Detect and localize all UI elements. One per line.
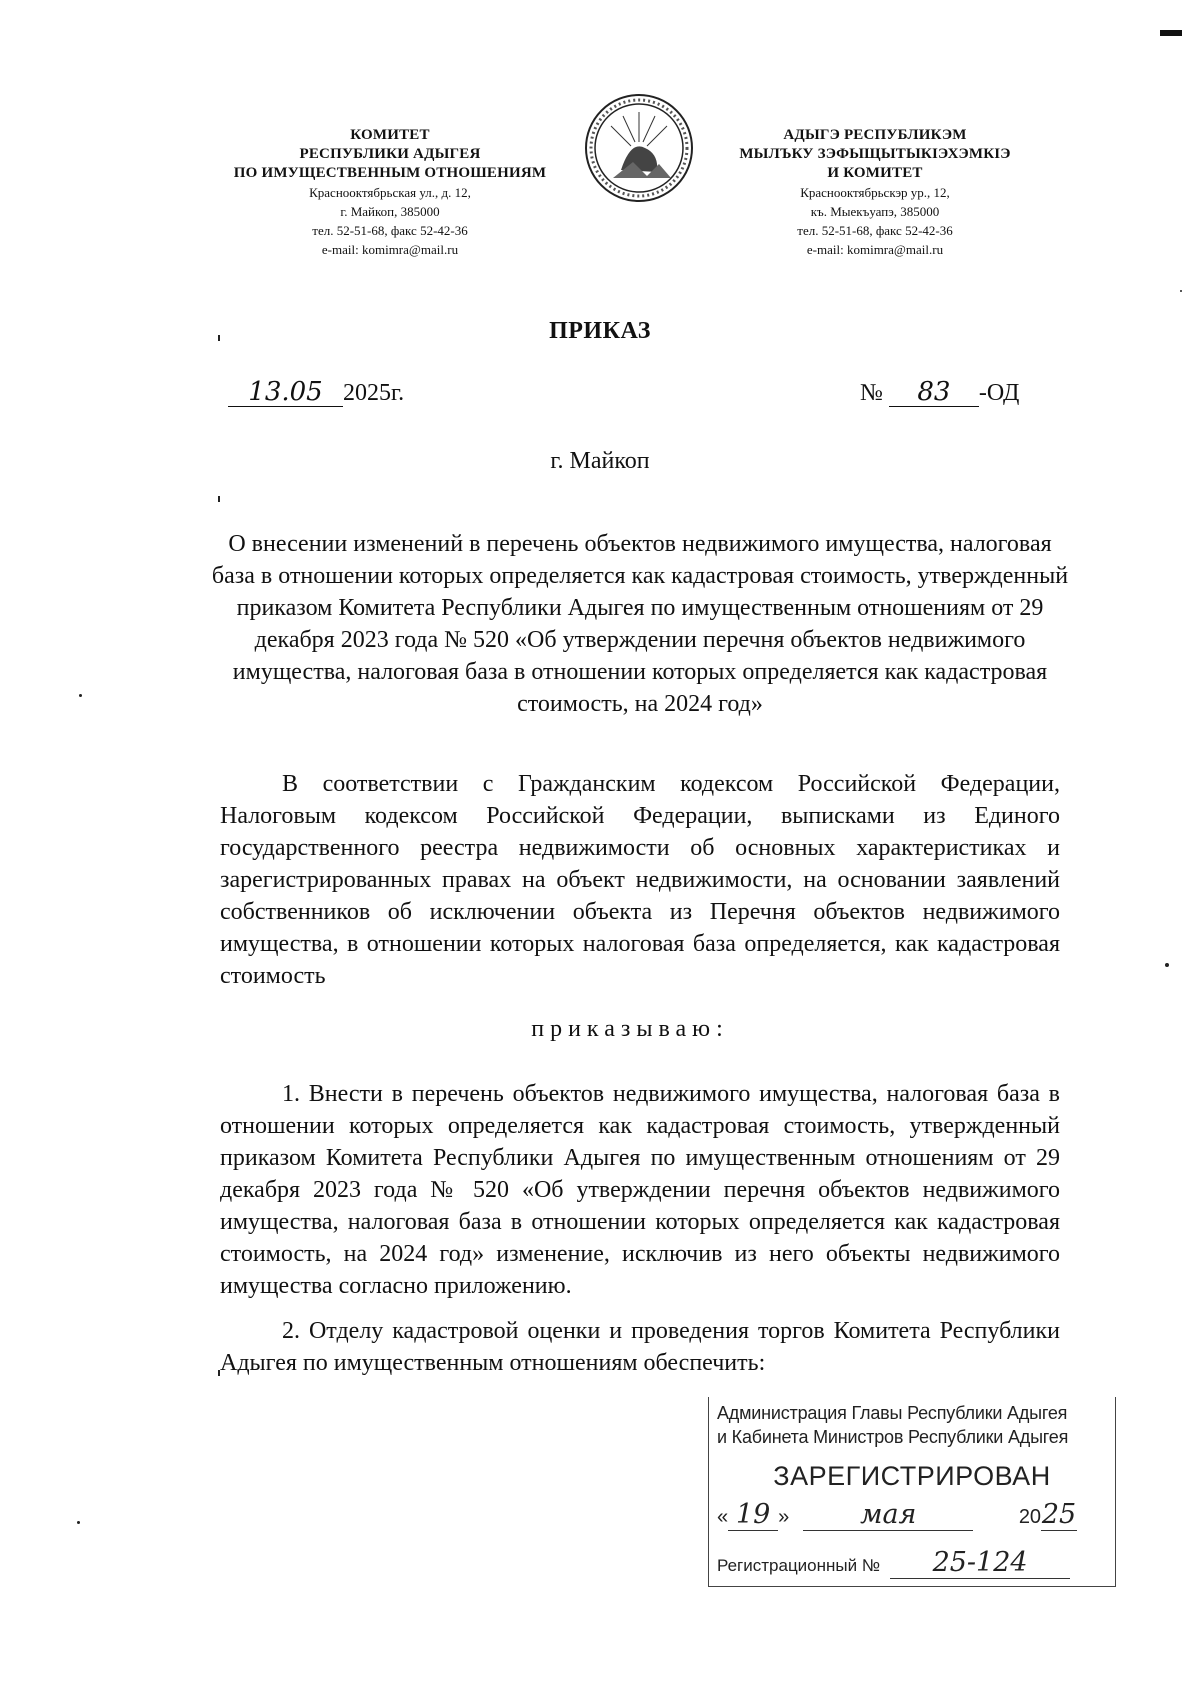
header-right-city: къ. Мыекъуапэ, 385000 xyxy=(810,204,940,219)
registration-stamp xyxy=(708,1397,1116,1587)
header-left-phone: тел. 52-51-68, факс 52-42-36 xyxy=(312,223,468,238)
stamp-status: ЗАРЕГИСТРИРОВАН xyxy=(773,1461,1051,1491)
number-prefix: № xyxy=(860,380,883,406)
date-year: 2025г. xyxy=(343,380,405,406)
coat-of-arms-emblem-icon xyxy=(583,92,695,204)
stamp-open-quote: « xyxy=(717,1506,729,1528)
stamp-month: мая xyxy=(803,1499,973,1531)
order-item-1: 1. Внести в перечень объектов недвижимого имущества, налоговая база в отношении которых определяется как кадастровая стоимость, утвержденный приказом Комитета Республики Адыгея по имущественным отношениям от 29 декабря 2023 года № 520 «Об утверждении перечня объектов недвижимого имущества, налоговая база в отношении которых определяется как кадастровая стоимость, на 2024 год» изменение, исключив из него объекты недвижимого имущества согласно приложению. xyxy=(220,1081,1060,1299)
scan-speck xyxy=(77,1521,80,1524)
header-right-phone: тел. 52-51-68, факс 52-42-36 xyxy=(797,223,953,238)
preamble-paragraph: В соответствии с Гражданским кодексом Российской Федерации, Налоговым кодексом Российской Федерации, выписками из Единого государственного реестра недвижимости об основных характеристиках и зарегистрированных правах на объект недвижимости, на основании заявлений собственников об исключении объекта из Перечня объектов недвижимого имущества, в отношении которых налоговая база определяется, как кадастровая стоимость xyxy=(220,771,1060,989)
stamp-reg-label: Регистрационный № xyxy=(717,1556,881,1575)
scan-speck xyxy=(79,694,82,697)
stamp-line2: и Кабинета Министров Республики Адыгея xyxy=(717,1427,1069,1447)
document-number xyxy=(860,378,1019,407)
number-handwritten: 83 xyxy=(889,378,979,407)
stamp-day: 19 xyxy=(728,1499,778,1531)
stamp-close-quote: » xyxy=(778,1506,790,1528)
header-right-block xyxy=(710,126,1040,259)
stamp-date xyxy=(717,1499,1107,1531)
header-right-line1: АДЫГЭ РЕСПУБЛИКЭМ xyxy=(783,127,967,143)
scan-speck xyxy=(218,335,220,341)
header-right-line3: И КОМИТЕТ xyxy=(827,165,923,181)
order-word: приказываю: xyxy=(531,1016,729,1042)
header-left-block xyxy=(205,126,575,259)
document-date xyxy=(228,378,404,407)
scan-mark xyxy=(1160,30,1182,36)
scan-speck xyxy=(218,1370,220,1376)
header-left-line2: РЕСПУБЛИКИ АДЫГЕЯ xyxy=(299,146,481,162)
header-left-address: Краснооктябрьская ул., д. 12, xyxy=(309,185,471,200)
document-subject: О внесении изменений в перечень объектов недвижимого имущества, налоговая база в отношении которых определяется как кадастровая стоимость, утвержденный приказом Комитета Республики Адыгея по имущественным отношениям от 29 декабря 2023 года № 520 «Об утверждении перечня объектов недвижимого имущества, налоговая база в отношении которых определяется как кадастровая стоимость, на 2024 год» xyxy=(211,531,1069,717)
stamp-year-suffix: 25 xyxy=(1041,1499,1077,1530)
stamp-reg-number: 25-124 xyxy=(890,1547,1070,1579)
header-left-city: г. Майкоп, 385000 xyxy=(340,204,440,219)
header-right-email: e-mail: komimra@mail.ru xyxy=(806,242,944,257)
stamp-year-prefix: 20 xyxy=(1018,1506,1042,1528)
stamp-registration xyxy=(717,1547,1070,1579)
header-left-email: e-mail: komimra@mail.ru xyxy=(321,242,459,257)
scan-speck xyxy=(218,496,220,502)
header-left-line1: КОМИТЕТ xyxy=(350,127,430,143)
header-left-line3: ПО ИМУЩЕСТВЕННЫМ ОТНОШЕНИЯМ xyxy=(233,165,547,181)
scan-speck xyxy=(1165,963,1169,967)
number-suffix: -ОД xyxy=(978,380,1020,406)
document-city: г. Майкоп xyxy=(550,448,650,474)
header-right-address: Краснооктябрьскэр ур., 12, xyxy=(800,185,950,200)
stamp-line1: Администрация Главы Республики Адыгея xyxy=(717,1403,1068,1423)
date-handwritten: 13.05 xyxy=(228,378,343,407)
order-item-2: 2. Отделу кадастровой оценки и проведения торгов Комитета Республики Адыгея по имущественным отношениям обеспечить: xyxy=(220,1318,1060,1376)
header-right-line2: МЫЛЪКУ ЗЭФЫЩЫТЫКIЭХЭМКIЭ xyxy=(739,146,1011,162)
document-title: ПРИКАЗ xyxy=(549,318,651,344)
scan-speck xyxy=(1180,290,1182,292)
